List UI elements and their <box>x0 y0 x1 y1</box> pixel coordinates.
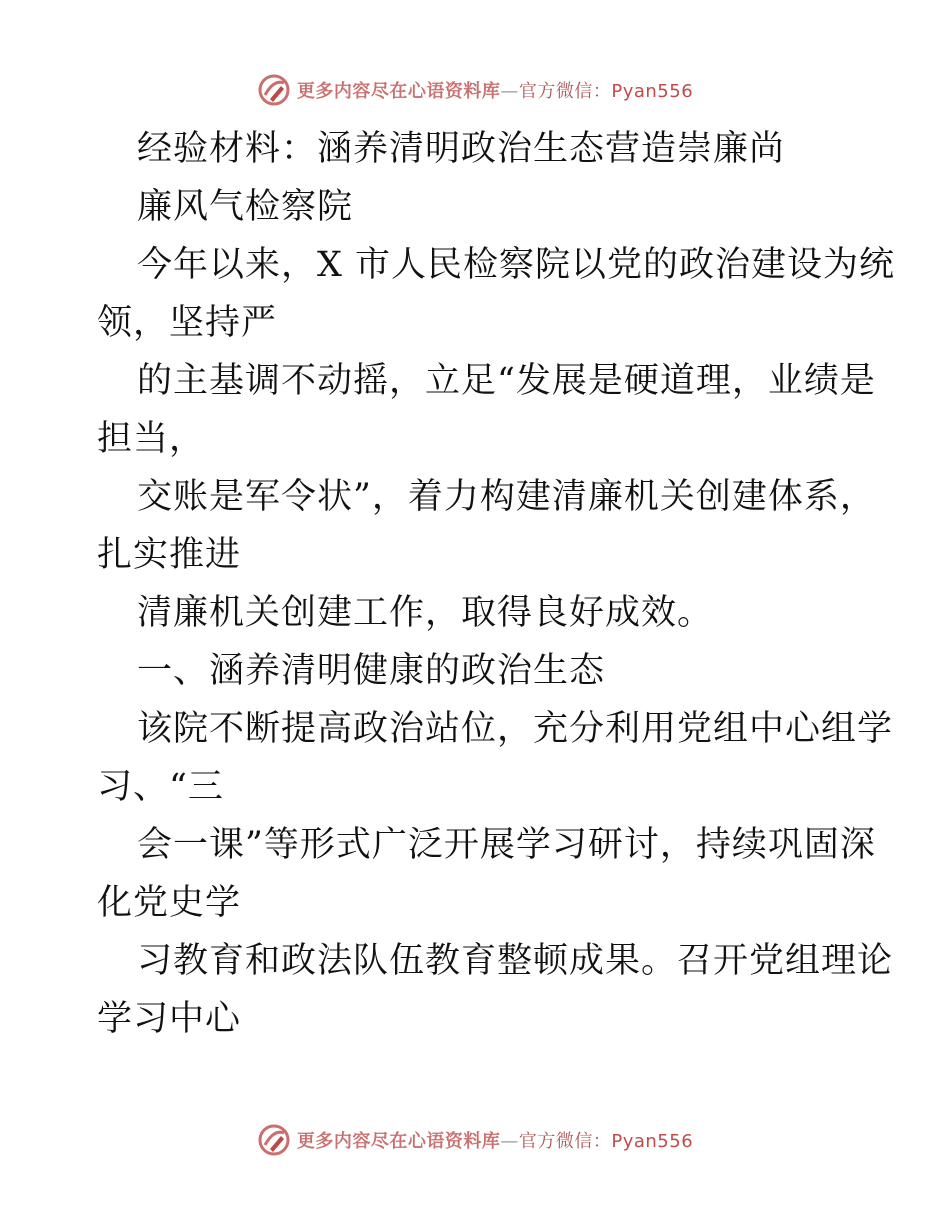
watermark-wechat-id: Pyan556 <box>611 1131 694 1152</box>
paragraph-line: 的主基调不动摇，立足“发展是硬道理，业绩是 <box>137 361 876 401</box>
watermark-brand: 更多内容尽在心语资料库 <box>296 1131 501 1152</box>
watermark-separator: — <box>500 81 519 102</box>
watermark-wechat-id: Pyan556 <box>611 81 694 102</box>
paragraph-line: 扎实推进 <box>97 535 242 575</box>
header-watermark <box>0 70 950 110</box>
paragraph-line: 交账是军令状”，着力构建清廉机关创建体系， <box>137 477 876 517</box>
title-line: 经验材料：涵养清明政治生态营造崇廉尚 <box>137 129 786 169</box>
title-line: 廉风气检察院 <box>137 187 354 227</box>
footer-watermark <box>0 1120 950 1160</box>
watermark-official-label: 官方微信： <box>518 81 612 102</box>
watermark-text <box>297 1127 693 1153</box>
paragraph-line: 领，坚持严 <box>97 303 278 343</box>
paragraph-line: 化党史学 <box>97 883 242 923</box>
section-heading: 一、涵养清明健康的政治生态 <box>137 651 606 691</box>
document-body <box>97 120 896 1048</box>
paragraph-line: 清廉机关创建工作，取得良好成效。 <box>137 593 714 633</box>
paragraph-line: 今年以来，X 市人民检察院以党的政治建设为统 <box>137 245 896 285</box>
pen-logo-icon <box>257 73 291 107</box>
paragraph-line: 学习中心 <box>97 999 242 1039</box>
paragraph-line: 习教育和政法队伍教育整顿成果。召开党组理论 <box>137 941 894 981</box>
watermark-official-label: 官方微信： <box>518 1131 612 1152</box>
watermark-brand: 更多内容尽在心语资料库 <box>296 81 501 102</box>
watermark-separator: — <box>500 1131 519 1152</box>
paragraph-line: 该院不断提高政治站位，充分利用党组中心组学 <box>137 709 894 749</box>
paragraph-line: 习、“三 <box>97 767 224 807</box>
watermark-text <box>297 77 693 103</box>
pen-logo-icon <box>257 1123 291 1157</box>
paragraph-line: 担当， <box>97 419 206 459</box>
paragraph-line: 会一课”等形式广泛开展学习研讨，持续巩固深 <box>137 825 876 865</box>
